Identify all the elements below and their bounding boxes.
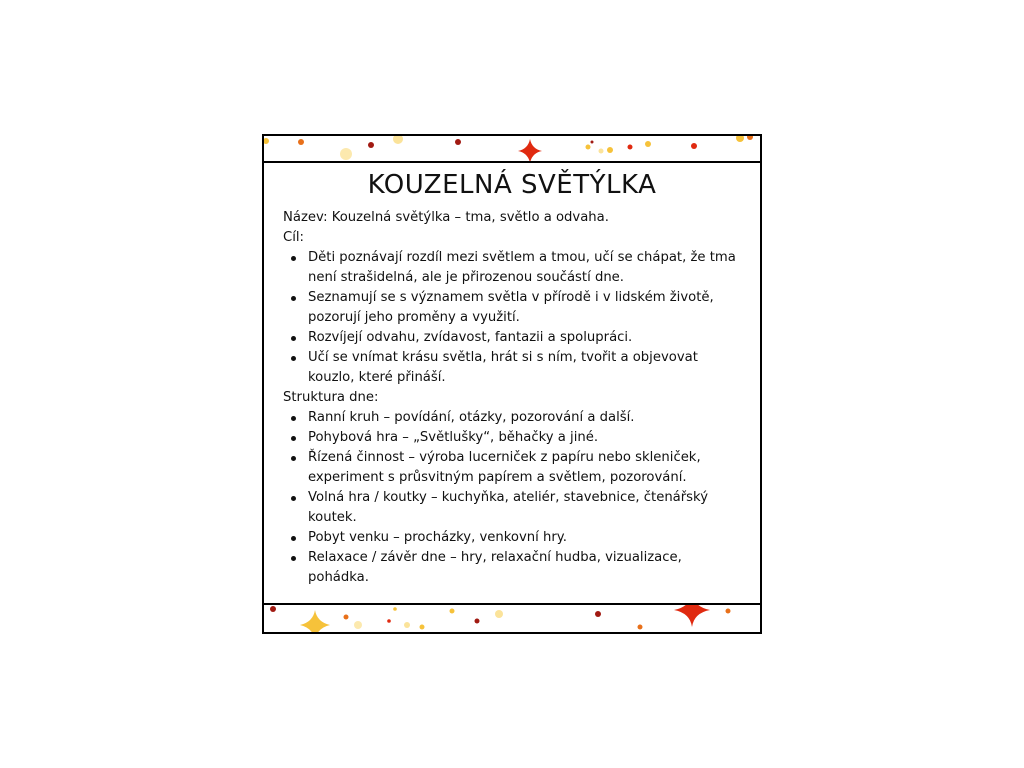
list-item: Pohybová hra – „Světlušky“, běhačky a jiné. [308,428,743,448]
structure-list [283,408,743,588]
list-item: Seznamují se s významem světla v přírodě i v lidském životě, pozorují jeho proměny a využití. [308,288,743,328]
document-card [262,134,762,634]
name-line: Název: Kouzelná světýlka – tma, světlo a odvaha. [283,210,609,225]
list-item: Volná hra / koutky – kuchyňka, ateliér, stavebnice, čtenářský koutek. [308,488,743,528]
confetti-bottom-icon [264,605,760,632]
confetti-border-bottom [264,603,760,632]
list-item: Rozvíjejí odvahu, zvídavost, fantazii a spolupráci. [308,328,743,348]
goal-list [283,248,743,388]
list-item: Učí se vnímat krásu světla, hrát si s ním, tvořit a objevovat kouzlo, které přináší. [308,348,743,388]
structure-heading: Struktura dne: [283,390,379,405]
goal-heading: Cíl: [283,230,304,245]
list-item: Ranní kruh – povídání, otázky, pozorování a další. [308,408,743,428]
confetti-top-icon [264,136,760,161]
document-content [264,163,760,603]
page-title: KOUZELNÁ SVĚTÝLKA [367,170,657,200]
document-body [283,208,743,588]
confetti-border-top [264,136,760,163]
list-item: Relaxace / závěr dne – hry, relaxační hudba, vizualizace, pohádka. [308,548,743,588]
list-item: Řízená činnost – výroba lucerniček z papíru nebo skleniček, experiment s průsvitným papírem a světlem, pozorování. [308,448,743,488]
list-item: Pobyt venku – procházky, venkovní hry. [308,528,743,548]
list-item: Děti poznávají rozdíl mezi světlem a tmou, učí se chápat, že tma není strašidelná, ale je přirozenou součástí dne. [308,248,743,288]
